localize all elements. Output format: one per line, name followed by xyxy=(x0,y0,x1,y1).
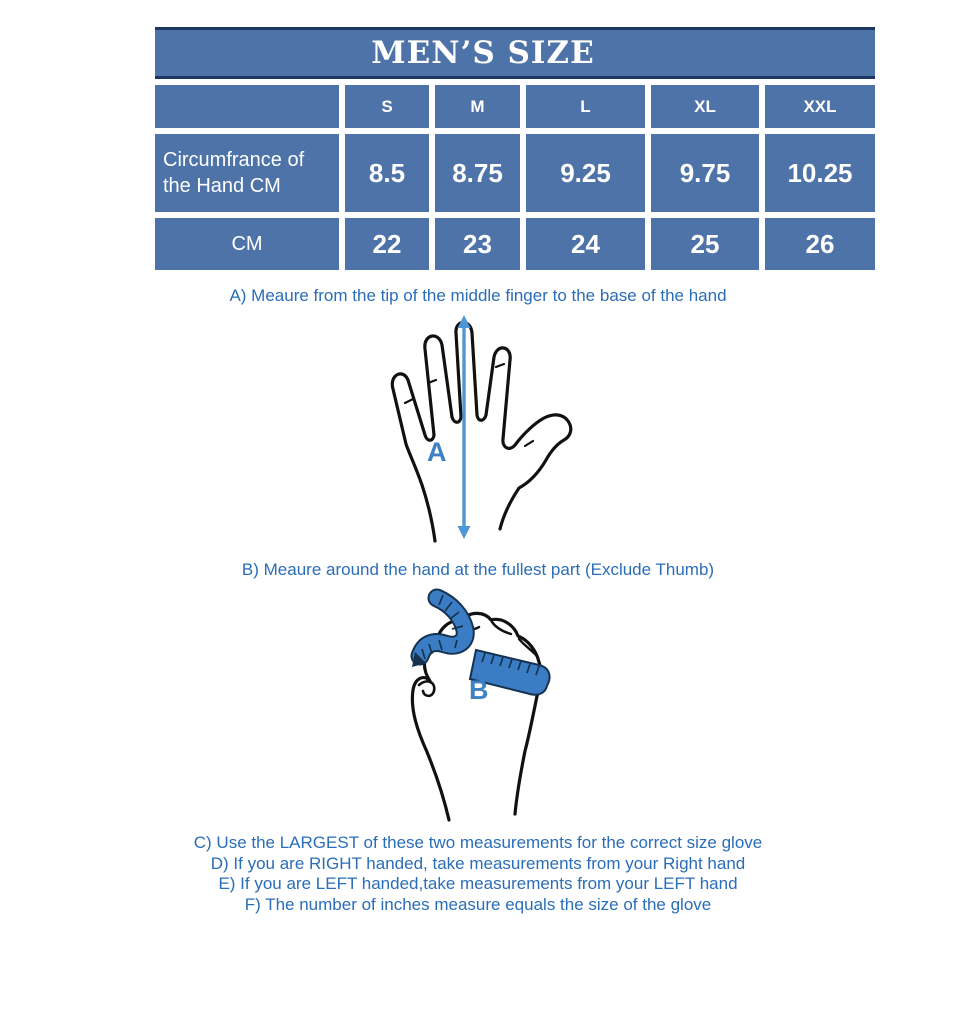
bottom-instructions xyxy=(0,833,956,915)
instruction-e: E) If you are LEFT handed,take measurements from your LEFT hand xyxy=(218,874,738,893)
cm-value-xl: 25 xyxy=(651,218,759,270)
arrow-head-up xyxy=(458,315,471,328)
size-header-m: M xyxy=(435,85,520,128)
circumference-value-xl: 9.75 xyxy=(651,134,759,212)
circumference-value-xxl: 10.25 xyxy=(765,134,875,212)
cm-value-xxl: 26 xyxy=(765,218,875,270)
instruction-f: F) The number of inches measure equals the size of the glove xyxy=(244,894,712,914)
table-title: MEN’S SIZE xyxy=(155,27,875,79)
fist-diagram-label: B xyxy=(469,675,489,705)
instruction-c: C) Use the LARGEST of these two measurements for the correct size glove xyxy=(193,833,763,852)
size-header-xl: XL xyxy=(651,85,759,128)
circumference-value-m: 8.75 xyxy=(435,134,520,212)
size-header-s: S xyxy=(345,85,429,128)
cm-row xyxy=(155,218,875,270)
cm-value-l: 24 xyxy=(526,218,645,270)
row-label-cm: CM xyxy=(155,218,339,270)
hand-outline-drawing xyxy=(392,323,570,542)
size-header-row xyxy=(155,85,875,128)
fist-measurement-diagram xyxy=(393,586,578,828)
circumference-value-l: 9.25 xyxy=(526,134,645,212)
cm-value-s: 22 xyxy=(345,218,429,270)
hand-diagram-label: A xyxy=(427,437,447,467)
circumference-row xyxy=(155,134,875,212)
open-hand-measurement-diagram xyxy=(372,313,587,545)
circumference-value-s: 8.5 xyxy=(345,134,429,212)
instruction-d: D) If you are RIGHT handed, take measurements from your Right hand xyxy=(210,853,746,873)
cm-value-m: 23 xyxy=(435,218,520,270)
empty-corner-cell xyxy=(155,85,339,128)
instruction-b: B) Meaure around the hand at the fullest part (Exclude Thumb) xyxy=(241,560,715,579)
instruction-a: A) Meaure from the tip of the middle finger to the base of the hand xyxy=(229,286,727,305)
row-label-circumference: Circumfrance of the Hand CM xyxy=(155,134,339,212)
size-header-l: L xyxy=(526,85,645,128)
size-header-xxl: XXL xyxy=(765,85,875,128)
mens-size-table xyxy=(155,27,875,270)
